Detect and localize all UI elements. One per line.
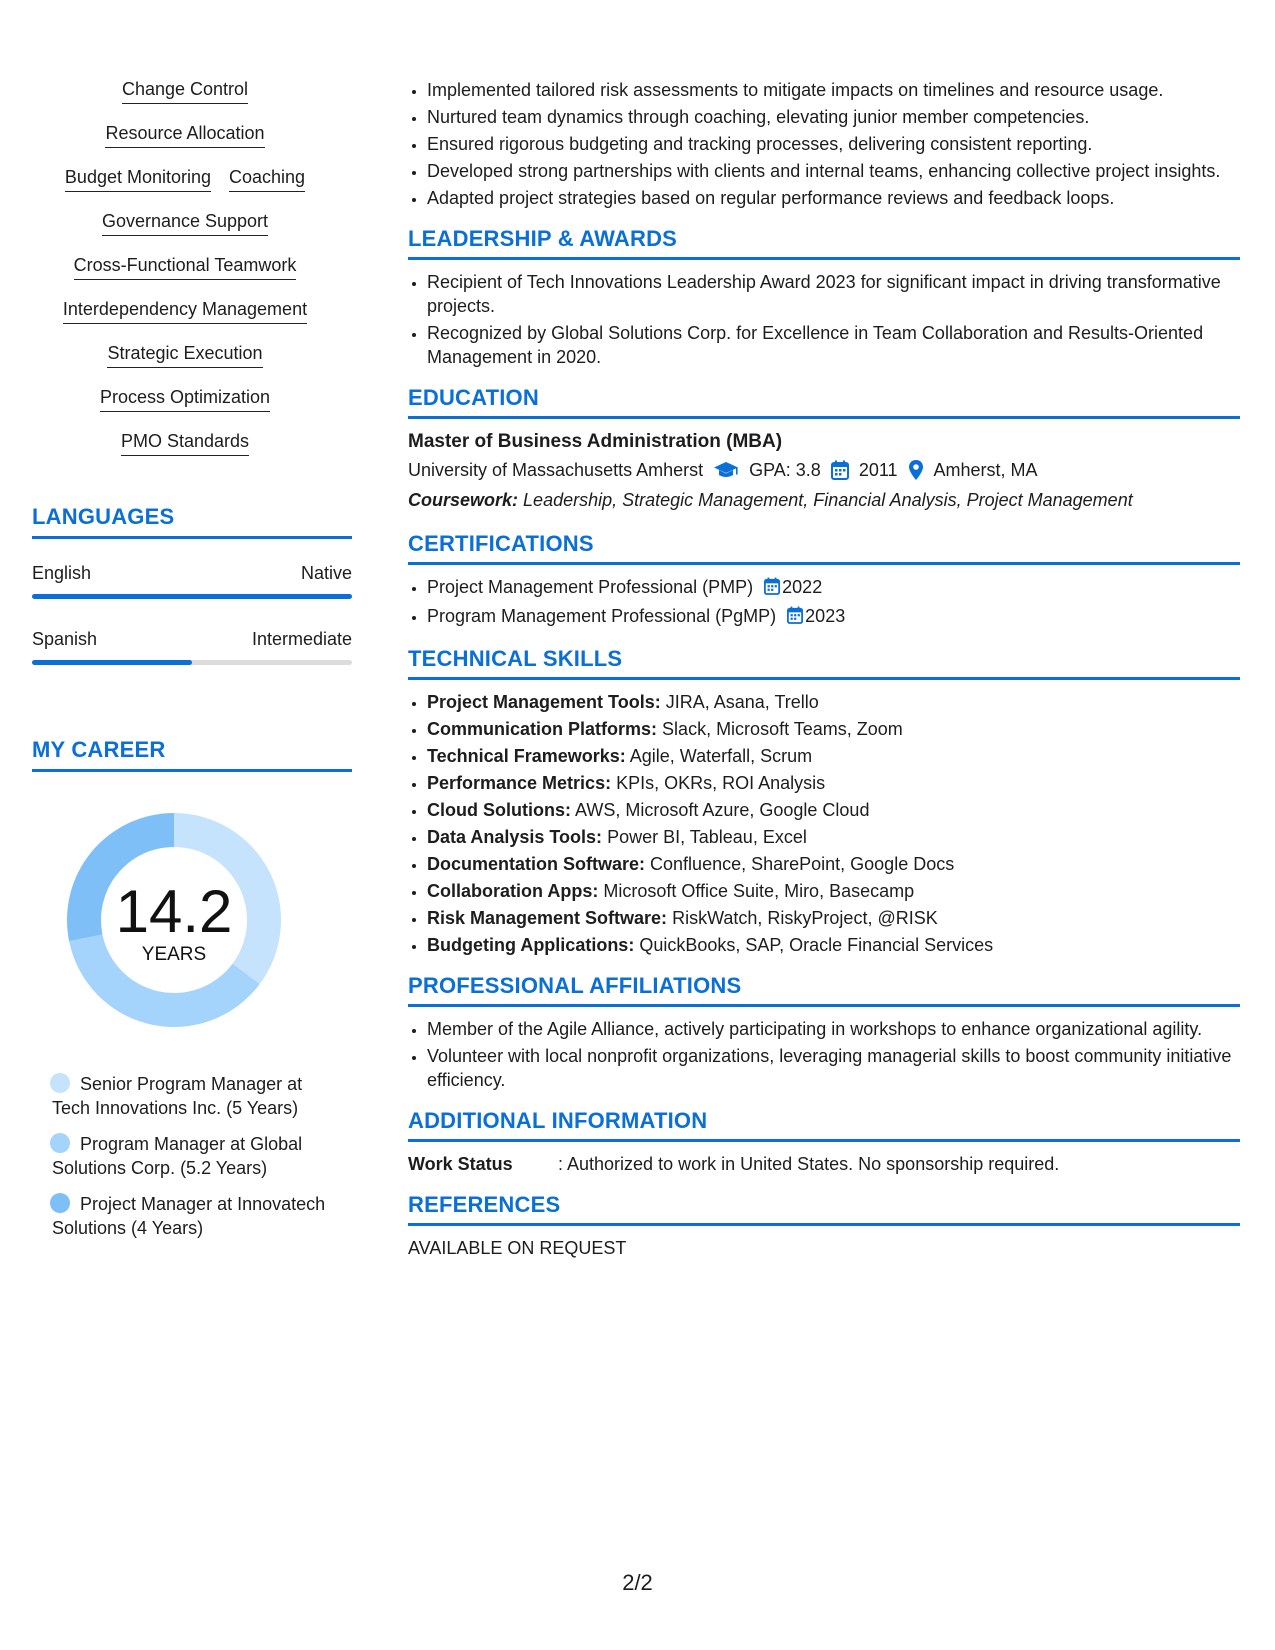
tech-skill-item (427, 690, 1240, 714)
calendar-icon (764, 577, 780, 601)
tech-skill-value: QuickBooks, SAP, Oracle Financial Services (639, 935, 994, 955)
skill-tag: Resource Allocation (105, 122, 264, 148)
certification-name: Project Management Professional (PMP) (427, 577, 754, 597)
tech-skill-label: Project Management Tools: (427, 692, 661, 712)
skill-tag: PMO Standards (121, 430, 249, 456)
certification-item (427, 604, 1240, 630)
work-status-row (408, 1152, 1240, 1176)
section-title-education: EDUCATION (408, 385, 1240, 419)
tech-skill-label: Risk Management Software: (427, 908, 668, 928)
skill-tag: Governance Support (102, 210, 268, 236)
section-title-languages: LANGUAGES (32, 504, 352, 539)
section-title-career: MY CAREER (32, 737, 352, 772)
tech-skill-value: RiskWatch, RiskyProject, @RISK (672, 908, 938, 928)
language-item (32, 629, 352, 665)
affiliation-item: • Member of the Agile Alliance, actively participating in workshops to enhance organizational agility. (427, 1017, 1240, 1041)
experience-bullet: • Ensured rigorous budgeting and tracking processes, delivering consistent reporting. (427, 132, 1240, 156)
language-bar-fill (32, 594, 352, 599)
skill-tag: Interdependency Management (63, 298, 307, 324)
career-section (32, 737, 352, 1240)
skill-tag: Budget Monitoring (65, 166, 211, 192)
right-column (408, 78, 1240, 1260)
degree-title: Master of Business Administration (MBA) (408, 431, 783, 452)
tech-skill-item (427, 744, 1240, 768)
experience-bullets (408, 78, 1240, 210)
tech-skill-label: Documentation Software: (427, 854, 646, 874)
references-section (408, 1192, 1240, 1260)
graduation-year: 2011 (858, 460, 898, 480)
work-status-label: Work Status (408, 1154, 513, 1174)
tech-skill-item (427, 879, 1240, 903)
tech-skill-value: AWS, Microsoft Azure, Google Cloud (575, 800, 870, 820)
skill-tag: Strategic Execution (107, 342, 262, 368)
legend-item (52, 1192, 332, 1240)
legend-dot (50, 1133, 70, 1153)
experience-bullet: • Developed strong partnerships with clients and internal teams, enhancing collective project insights. (427, 159, 1240, 183)
skill-tag: Cross-Functional Teamwork (74, 254, 297, 280)
experience-bullet: • Adapted project strategies based on regular performance reviews and feedback loops. (427, 186, 1240, 210)
language-bar (32, 594, 352, 599)
certifications-section (408, 531, 1240, 630)
calendar-icon (787, 606, 803, 630)
skills-list (25, 70, 345, 466)
section-title-certifications: CERTIFICATIONS (408, 531, 1240, 565)
award-item: • Recognized by Global Solutions Corp. for Excellence in Team Collaboration and Results-Oriented Management in 2020. (427, 321, 1240, 369)
experience-bullet: • Nurtured team dynamics through coaching, elevating junior member competencies. (427, 105, 1240, 129)
tech-skill-label: Collaboration Apps: (427, 881, 599, 901)
certification-item (427, 575, 1240, 601)
education-section (408, 385, 1240, 515)
career-donut-chart (32, 810, 352, 1060)
tech-skill-label: Technical Frameworks: (427, 746, 626, 766)
affiliation-item: • Volunteer with local nonprofit organizations, leveraging managerial skills to boost community initiative efficiency. (427, 1044, 1240, 1092)
page-number: 2/2 (622, 1570, 653, 1595)
technical-skills-section (408, 646, 1240, 957)
coursework-label: Coursework: (408, 490, 519, 510)
tech-skill-value: KPIs, OKRs, ROI Analysis (616, 773, 826, 793)
tech-skill-value: Confluence, SharePoint, Google Docs (650, 854, 955, 874)
section-title-technical-skills: TECHNICAL SKILLS (408, 646, 1240, 680)
section-title-leadership: LEADERSHIP & AWARDS (408, 226, 1240, 260)
legend-dot (50, 1073, 70, 1093)
language-level: Native (300, 563, 352, 583)
tech-skill-item (427, 717, 1240, 741)
career-total: 14.2 (115, 878, 233, 945)
legend-item (52, 1072, 332, 1120)
tech-skill-label: Communication Platforms: (427, 719, 658, 739)
work-status-value: : Authorized to work in United States. No sponsorship required. (558, 1154, 1060, 1174)
location-pin-icon (908, 459, 924, 481)
school-name: University of Massachusetts Amherst (408, 460, 704, 480)
language-level: Intermediate (251, 629, 352, 649)
language-name: English (32, 563, 92, 583)
languages-section (32, 504, 352, 665)
tech-skill-label: Data Analysis Tools: (427, 827, 603, 847)
legend-label: Project Manager at Innovatech Solutions (4 Years) (52, 1194, 326, 1238)
gpa: GPA: 3.8 (749, 460, 821, 480)
tech-skill-item (427, 933, 1240, 957)
certification-year: 2023 (805, 606, 846, 626)
career-total-wrap (32, 880, 316, 966)
section-title-additional-info: ADDITIONAL INFORMATION (408, 1108, 1240, 1142)
legend-item (52, 1132, 332, 1180)
language-bar (32, 660, 352, 665)
tech-skill-label: Cloud Solutions: (427, 800, 571, 820)
coursework (408, 485, 1240, 515)
language-name: Spanish (32, 629, 98, 649)
calendar-icon (831, 460, 849, 480)
experience-bullet: • Implemented tailored risk assessments to mitigate impacts on timelines and resource usage. (427, 78, 1240, 102)
tech-skill-value: Power BI, Tableau, Excel (607, 827, 807, 847)
tech-skill-value: Slack, Microsoft Teams, Zoom (662, 719, 903, 739)
references-value: AVAILABLE ON REQUEST (408, 1238, 627, 1258)
tech-skill-item (427, 798, 1240, 822)
language-item (32, 563, 352, 599)
legend-label: Program Manager at Global Solutions Corp. (5.2 Years) (52, 1134, 303, 1178)
legend-dot (50, 1193, 70, 1213)
additional-info-section (408, 1108, 1240, 1176)
education-details (408, 455, 1240, 485)
tech-skill-item (427, 825, 1240, 849)
school-location: Amherst, MA (933, 460, 1038, 480)
coursework-list: Leadership, Strategic Management, Financial Analysis, Project Management (523, 490, 1133, 510)
legend-label: Senior Program Manager at Tech Innovations Inc. (5 Years) (52, 1074, 303, 1118)
tech-skill-label: Budgeting Applications: (427, 935, 635, 955)
tech-skill-item (427, 906, 1240, 930)
tech-skill-item (427, 771, 1240, 795)
skill-tag: Change Control (122, 78, 248, 104)
section-title-affiliations: PROFESSIONAL AFFILIATIONS (408, 973, 1240, 1007)
certification-name: Program Management Professional (PgMP) (427, 606, 777, 626)
graduation-cap-icon (713, 460, 739, 480)
tech-skill-item (427, 852, 1240, 876)
skill-tag: Process Optimization (100, 386, 270, 412)
language-bar-fill (32, 660, 192, 665)
tech-skill-value: Microsoft Office Suite, Miro, Basecamp (603, 881, 915, 901)
leadership-section (408, 226, 1240, 369)
tech-skill-value: JIRA, Asana, Trello (665, 692, 819, 712)
career-unit: YEARS (141, 944, 207, 965)
left-column (32, 70, 352, 1252)
tech-skill-value: Agile, Waterfall, Scrum (629, 746, 813, 766)
skill-tag: Coaching (229, 166, 305, 192)
award-item: • Recipient of Tech Innovations Leadership Award 2023 for significant impact in driving transformative projects. (427, 270, 1240, 318)
career-legend (52, 1072, 332, 1240)
section-title-references: REFERENCES (408, 1192, 1240, 1226)
affiliations-section (408, 973, 1240, 1092)
tech-skill-label: Performance Metrics: (427, 773, 612, 793)
certification-year: 2022 (782, 577, 823, 597)
